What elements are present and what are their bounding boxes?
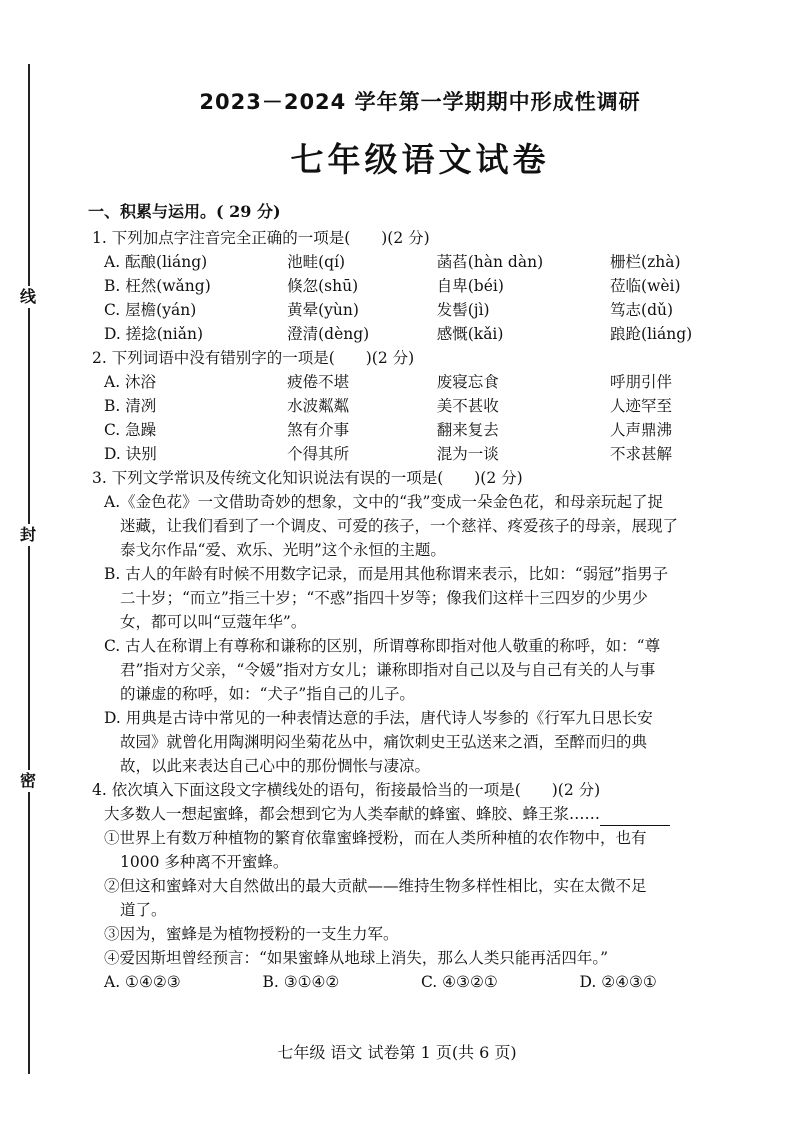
question-3-option-b-line: 女，都可以叫“豆蔻年华”。 (120, 613, 307, 631)
option-cell: B. 清冽 (104, 397, 157, 415)
question-4-sentence-1: ①世界上有数万种植物的繁育依靠蜜蜂授粉，而在人类所种植的农作物中，也有 (104, 829, 647, 847)
question-4-sentence-4: ④爱因斯坦曾经预言：“如果蜜蜂从地球上消失，那么人类只能再活四年。” (104, 949, 609, 967)
option-cell: C. 急躁 (104, 421, 157, 439)
option-cell: 废寝忘食 (436, 373, 499, 391)
option-cell: 人迹罕至 (610, 397, 673, 415)
question-3-option-c-line: 的谦虚的称呼，如：“犬子”指自己的儿子。 (120, 685, 415, 703)
option-cell: 栅栏(zhà) (610, 253, 681, 271)
question-3-stem: 3. 下列文学常识及传统文化知识说法有误的一项是( )(2 分) (92, 469, 523, 487)
option-cell: 呼朋引伴 (610, 373, 673, 391)
option-cell: D. 诀别 (104, 445, 157, 463)
option-cell: D. 搓捻(niǎn) (104, 325, 203, 343)
option-cell: 澄清(dèng) (287, 325, 370, 343)
exam-subtitle: 七年级语文试卷 (290, 140, 550, 179)
question-4-intro (88, 802, 738, 826)
choice-a: A. ①④②③ (104, 973, 181, 991)
option-cell: 菡萏(hàn dàn) (436, 253, 544, 271)
question-3-option-a-line: A.《金色花》一文借助奇妙的想象，文中的“我”变成一朵金色花，和母亲玩起了捉 (104, 493, 663, 511)
option-cell: B. 枉然(wǎng) (104, 277, 211, 295)
option-cell: 煞有介事 (287, 421, 350, 439)
option-cell: 踉跄(liáng) (610, 325, 693, 343)
question-3-option-d-line: 故园》就曾化用陶渊明闷坐菊花丛中，痛饮刺史王弘送来之酒，至醉而归的典 (120, 733, 648, 751)
question-2-row-a (88, 370, 738, 394)
option-cell: 感慨(kǎi) (436, 325, 504, 343)
question-4-sentence-2: ②但这和蜜蜂对大自然做出的最大贡献——维持生物多样性相比，实在太微不足 (104, 877, 647, 895)
option-cell: 美不甚收 (436, 397, 499, 415)
option-cell: 个得其所 (287, 445, 350, 463)
option-cell: 混为一谈 (436, 445, 499, 463)
section-heading: 一、积累与运用。( 29 分) (88, 202, 281, 221)
binding-char-feng: 封 (13, 524, 43, 546)
question-1-row-b (88, 274, 738, 298)
exam-body (88, 200, 738, 994)
question-2-row-b (88, 394, 738, 418)
question-3-option-d-line: D. 用典是古诗中常见的一种表情达意的手法，唐代诗人岑参的《行军九日思长安 (104, 709, 653, 727)
option-cell: 笃志(dǔ) (610, 301, 674, 319)
option-cell: 疲倦不堪 (287, 373, 350, 391)
option-cell: 莅临(wèi) (610, 277, 681, 295)
choice-d: D. ②④③① (579, 973, 657, 991)
option-cell: 发髻(jì) (436, 301, 490, 319)
question-3-option-c-line: 君”指对方父亲，“令媛”指对方女儿；谦称即指对自己以及与自己有关的人与事 (120, 661, 656, 679)
answer-blank (600, 807, 670, 826)
question-3-option-d-line: 故，以此来表达自己心中的那份惆怅与凄凉。 (120, 757, 431, 775)
question-4-choices (88, 970, 738, 994)
question-2-row-d (88, 442, 738, 466)
option-cell: A. 酝酿(liáng) (104, 253, 208, 271)
question-3-option-c-line: C. 古人在称谓上有尊称和谦称的区别，所谓尊称即指对他人敬重的称呼，如：“尊 (104, 637, 661, 655)
question-3-option-b-line: 二十岁；“而立”指三十岁；“不惑”指四十岁等；像我们这样十三四岁的少男少 (120, 589, 648, 607)
question-1-row-a (88, 250, 738, 274)
question-1-stem: 1. 下列加点字注音完全正确的一项是( )(2 分) (92, 229, 430, 247)
question-3-option-a-line: 迷藏，让我们看到了一个调皮、可爱的孩子，一个慈祥、疼爱孩子的母亲，展现了 (120, 517, 679, 535)
option-cell: 黄晕(yùn) (287, 301, 359, 319)
option-cell: 水波粼粼 (287, 397, 350, 415)
binding-char-xian: 线 (13, 286, 43, 308)
option-cell: 自卑(béi) (436, 277, 504, 295)
option-cell: A. 沐浴 (104, 373, 157, 391)
option-cell: 不求甚解 (610, 445, 673, 463)
option-cell: 池畦(qí) (287, 253, 346, 271)
choice-b: B. ③①④② (262, 973, 340, 991)
question-4-sentence-2-cont: 道了。 (120, 901, 167, 919)
option-cell: 倏忽(shū) (287, 277, 359, 295)
page-footer: 七年级 语文 试卷第 1 页(共 6 页) (277, 1043, 517, 1062)
choice-c: C. ④③②① (421, 973, 498, 991)
question-4-sentence-3: ③因为，蜜蜂是为植物授粉的一支生力军。 (104, 925, 399, 943)
question-1-row-c (88, 298, 738, 322)
option-cell: 翻来复去 (436, 421, 499, 439)
option-cell: C. 屋檐(yán) (104, 301, 197, 319)
question-2-stem: 2. 下列词语中没有错别字的一项是( )(2 分) (92, 349, 415, 367)
question-2-row-c (88, 418, 738, 442)
question-3-option-b-line: B. 古人的年龄有时候不用数字记录，而是用其他称谓来表示，比如：“弱冠”指男子 (104, 565, 669, 583)
option-cell: 人声鼎沸 (610, 421, 673, 439)
binding-line (28, 64, 30, 1074)
question-4-intro-text: 大多数人一想起蜜蜂，都会想到它为人类奉献的蜂蜜、蜂胶、蜂王浆…… (104, 805, 601, 823)
exam-title: 2023－2024 学年第一学期期中形成性调研 (199, 90, 641, 114)
question-3-option-a-line: 泰戈尔作品“爱、欢乐、光明”这个永恒的主题。 (120, 541, 446, 559)
binding-char-mi: 密 (13, 770, 43, 792)
question-1-row-d (88, 322, 738, 346)
question-4-stem: 4. 依次填入下面这段文字横线处的语句，衔接最恰当的一项是( )(2 分) (92, 781, 601, 799)
question-4-sentence-1-cont: 1000 多种离不开蜜蜂。 (120, 853, 289, 871)
